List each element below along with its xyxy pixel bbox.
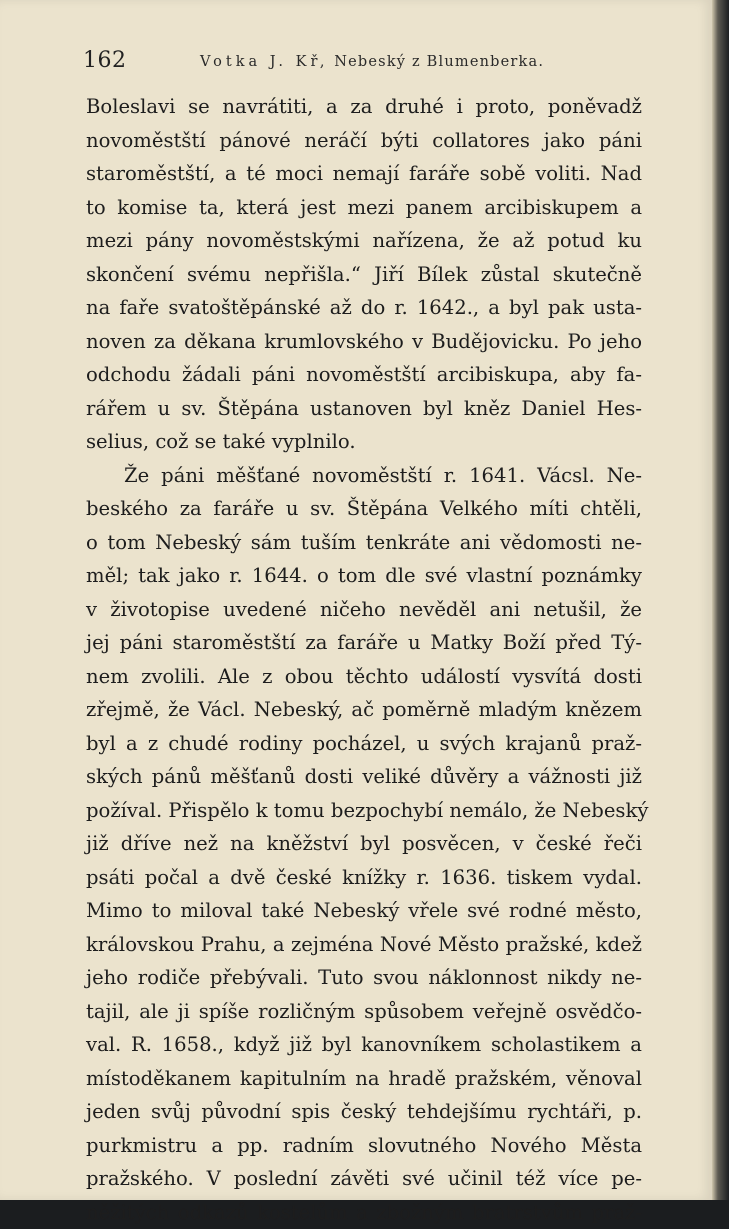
page-edge <box>712 0 729 1200</box>
text-line: královskou Prahu, a zejména Nové Město pražské, kdež <box>86 928 642 962</box>
text-line: to komise ta, která jest mezi panem arcibiskupem a <box>86 191 642 225</box>
page-header <box>0 44 712 84</box>
text-line: pražského. V poslední závěti své učinil též více pe- <box>86 1162 642 1196</box>
text-line: požíval. Přispělo k tomu bezpochybí nemálo, že Nebeský <box>86 794 642 828</box>
paragraph <box>86 90 642 459</box>
text-line: místoděkanem kapitulním na hradě pražském, věnoval <box>86 1062 642 1096</box>
text-line: purkmistru a pp. radním slovutného Nového Města <box>86 1129 642 1163</box>
text-line: noven za děkana krumlovského v Budějovicku. Po jeho <box>86 325 642 359</box>
text-line: na faře svatoštěpánské až do r. 1642., a byl pak usta- <box>86 291 642 325</box>
text-line: již dříve než na kněžství byl posvěcen, v české řeči <box>86 827 642 861</box>
text-line: měl; tak jako r. 1644. o tom dle své vlastní poznámky <box>86 559 642 593</box>
running-head-title: Nebeský z Blumenberka. <box>334 54 544 70</box>
body-text <box>86 90 642 1229</box>
text-line: Mimo to miloval také Nebeský vřele své rodné město, <box>86 894 642 928</box>
text-line: psáti počal a dvě české knížky r. 1636. tiskem vydal. <box>86 861 642 895</box>
text-line: novoměstští pánové neráčí býti collatores jako páni <box>86 124 642 158</box>
text-line: rářem u sv. Štěpána ustanoven byl kněz Daniel Hes- <box>86 392 642 426</box>
text-line: odchodu žádali páni novoměstští arcibiskupa, aby fa- <box>86 358 642 392</box>
text-line: zřejmě, že Václ. Nebeský, ač poměrně mladým knězem <box>86 693 642 727</box>
text-line: val. R. 1658., když již byl kanovníkem scholastikem a <box>86 1028 642 1062</box>
text-line: selius, což se také vyplnilo. <box>86 425 642 459</box>
text-line: tajil, ale ji spíše rozličným spůsobem veřejně osvědčo- <box>86 995 642 1029</box>
text-line: Že páni měšťané novoměstští r. 1641. Vácsl. Ne- <box>86 459 642 493</box>
bleed-through-shadow <box>140 1085 560 1115</box>
text-line: jeden svůj původní spis český tehdejšímu rychtáři, p. <box>86 1095 642 1129</box>
text-line: byl a z chudé rodiny pocházel, u svých krajanů praž- <box>86 727 642 761</box>
running-head <box>200 54 544 70</box>
text-line: v životopise uvedené ničeho nevěděl ani netušil, že <box>86 593 642 627</box>
text-line: jej páni staroměstští za faráře u Matky Boží před Tý- <box>86 626 642 660</box>
text-line: Boleslavi se navrátiti, a za druhé i proto, poněvadž <box>86 90 642 124</box>
text-line: o tom Nebeský sám tuším tenkráte ani vědomosti ne- <box>86 526 642 560</box>
page-number: 162 <box>83 48 127 73</box>
text-line: staroměstští, a té moci nemají faráře sobě voliti. Nad <box>86 157 642 191</box>
text-line: něžitých odkazů kostelům a zbožným bratrstvům praž- <box>86 1196 642 1229</box>
text-line: mezi pány novoměstskými nařízena, že až potud ku <box>86 224 642 258</box>
text-line: ských pánů měšťanů dosti veliké důvěry a vážnosti již <box>86 760 642 794</box>
text-line: beského za faráře u sv. Štěpána Velkého míti chtěli, <box>86 492 642 526</box>
text-line: nem zvolili. Ale z obou těchto událostí vysvítá dosti <box>86 660 642 694</box>
running-head-author: Votka J. Kř, <box>200 54 328 70</box>
text-line: jeho rodiče přebývali. Tuto svou náklonnost nikdy ne- <box>86 961 642 995</box>
text-line: skončení svému nepřišla.“ Jiří Bílek zůstal skutečně <box>86 258 642 292</box>
